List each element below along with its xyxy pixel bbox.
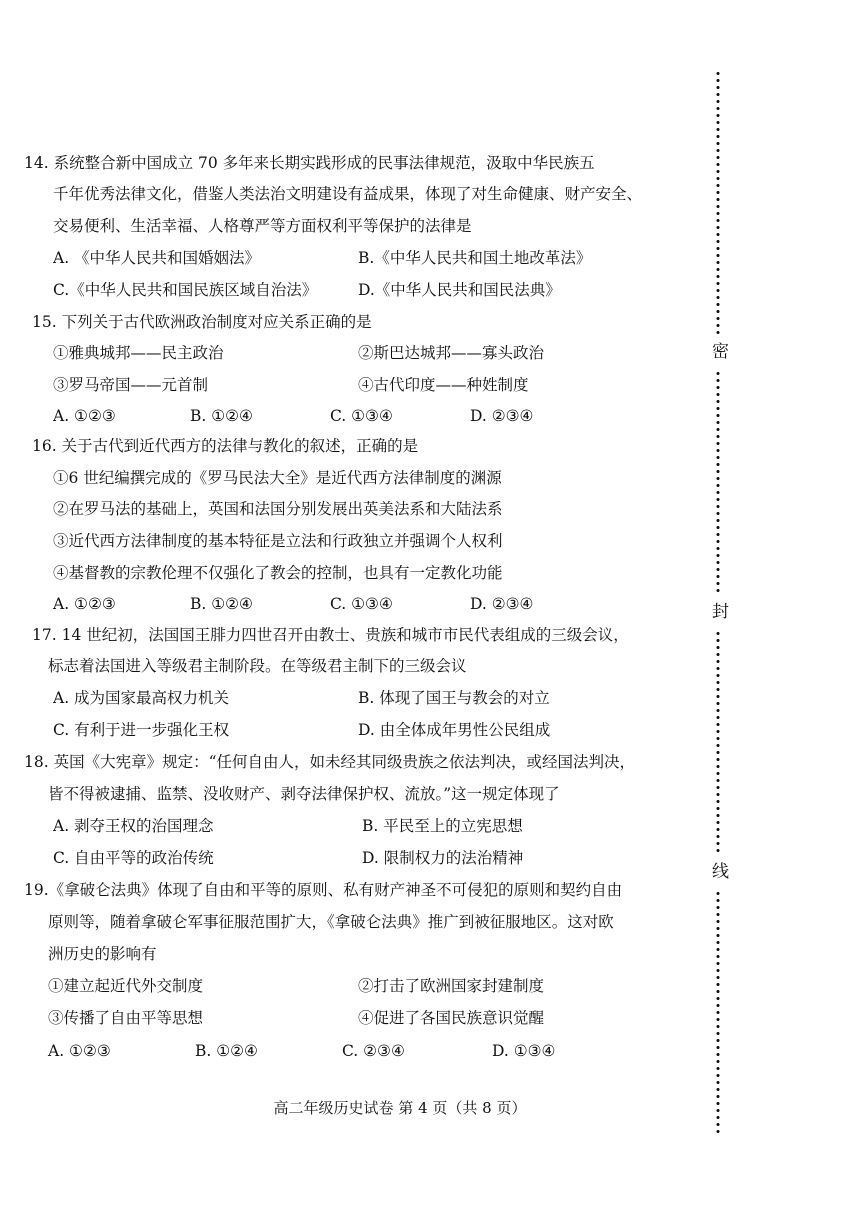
page-footer: 高二年级历史试卷 第 4 页（共 8 页）	[273, 1099, 527, 1117]
q17-stem-2: 标志着法国进入等级君主制阶段。在等级君主制下的三级会议	[48, 657, 467, 675]
q15-option-c: C. ①③④	[330, 407, 393, 425]
q17-option-b: B. 体现了国王与教会的对立	[358, 689, 550, 707]
q14-option-a: A. 《中华人民共和国婚姻法》	[53, 249, 261, 267]
q15-item-4: ④古代印度——种姓制度	[358, 376, 529, 394]
q17-line-1	[32, 625, 629, 645]
q19-stem-3: 洲历史的影响有	[48, 945, 157, 963]
q18-option-a: A. 剥夺王权的治国理念	[53, 817, 214, 835]
q17-stem-1: 14 世纪初，法国国王腓力四世召开由教士、贵族和城市市民代表组成的三级会议，	[61, 626, 629, 644]
q16-option-b: B. ①②④	[190, 595, 253, 613]
q14-stem-3: 交易便利、生活幸福、人格尊严等方面权利平等保护的法律是	[53, 217, 472, 235]
q19-item-3: ③传播了自由平等思想	[48, 1009, 204, 1027]
q18-line-1	[24, 752, 635, 772]
q14-option-b: B.《中华人民共和国土地改革法》	[358, 249, 592, 267]
q18-option-c: C. 自由平等的政治传统	[53, 849, 214, 867]
seal-char-feng: 封	[708, 602, 728, 619]
q19-line-1	[24, 880, 622, 900]
q18-option-b: B. 平民至上的立宪思想	[362, 817, 523, 835]
q17-option-c: C. 有利于进一步强化王权	[53, 721, 230, 739]
dotted-line-segment	[716, 630, 720, 855]
q19-stem-2: 原则等，随着拿破仑军事征服范围扩大，《拿破仑法典》推广到被征服地区。这对欧	[48, 913, 614, 931]
q15-item-3: ③罗马帝国——元首制	[53, 376, 209, 394]
q16-item-3: ③近代西方法律制度的基本特征是立法和行政独立并强调个人权利	[53, 532, 503, 550]
q15-item-1: ①雅典城邦——民主政治	[53, 344, 224, 362]
q19-item-4: ④促进了各国民族意识觉醒	[358, 1009, 545, 1027]
q16-option-d: D. ②③④	[470, 595, 534, 613]
q16-stem-1: 关于古代到近代西方的法律与教化的叙述，正确的是	[61, 437, 419, 455]
q15-option-b: B. ①②④	[190, 407, 253, 425]
q19-item-2: ②打击了欧洲国家封建制度	[358, 977, 545, 995]
q19-option-a: A. ①②③	[48, 1042, 111, 1060]
q19-number: 19.	[24, 881, 49, 899]
q16-item-4: ④基督教的宗教伦理不仅强化了教会的控制，也具有一定教化功能	[53, 564, 503, 582]
q14-stem-2: 千年优秀法律文化，借鉴人类法治文明建设有益成果，体现了对生命健康、财产安全、	[53, 185, 643, 203]
q14-option-c: C.《中华人民共和国民族区域自治法》	[53, 281, 318, 299]
q14-line-1	[24, 153, 595, 173]
q15-option-a: A. ①②③	[53, 407, 116, 425]
dotted-line-segment	[716, 370, 720, 595]
q17-number: 17.	[32, 626, 57, 644]
q15-number: 15.	[32, 313, 57, 331]
q18-option-d: D. 限制权力的法治精神	[362, 849, 524, 867]
q16-number: 16.	[32, 437, 57, 455]
seal-binding-line	[708, 70, 728, 1140]
dotted-line-segment	[716, 890, 720, 1135]
q15-line-1	[32, 312, 372, 332]
q18-stem-1: 英国《大宪章》规定：“任何自由人，如未经其同级贵族之依法判决，或经国法判决，	[53, 753, 636, 771]
q16-option-c: C. ①③④	[330, 595, 393, 613]
q16-item-2: ②在罗马法的基础上，英国和法国分别发展出英美法系和大陆法系	[53, 500, 503, 518]
q14-number: 14.	[24, 154, 49, 172]
q15-stem-1: 下列关于古代欧洲政治制度对应关系正确的是	[61, 313, 372, 331]
dotted-line-segment	[716, 70, 720, 335]
seal-char-mi: 密	[708, 342, 728, 359]
q19-option-c: C. ②③④	[342, 1042, 405, 1060]
q14-option-d: D.《中华人民共和国民法典》	[358, 281, 561, 299]
q17-option-a: A. 成为国家最高权力机关	[53, 689, 230, 707]
q15-item-2: ②斯巴达城邦——寡头政治	[358, 344, 545, 362]
q16-item-1: ①6 世纪编撰完成的《罗马民法大全》是近代西方法律制度的渊源	[53, 469, 502, 487]
q19-stem-1: 《拿破仑法典》体现了自由和平等的原则、私有财产神圣不可侵犯的原则和契约自由	[48, 881, 623, 899]
q16-option-a: A. ①②③	[53, 595, 116, 613]
seal-char-xian: 线	[708, 862, 728, 879]
q19-option-b: B. ①②④	[195, 1042, 258, 1060]
q19-item-1: ①建立起近代外交制度	[48, 977, 204, 995]
q19-option-d: D. ①③④	[492, 1042, 556, 1060]
q15-option-d: D. ②③④	[470, 407, 534, 425]
q18-number: 18.	[24, 753, 49, 771]
q18-stem-2: 皆不得被逮捕、监禁、没收财产、剥夺法律保护权、流放。”这一规定体现了	[48, 785, 560, 803]
q17-option-d: D. 由全体成年男性公民组成	[358, 721, 551, 739]
q14-stem-1: 系统整合新中国成立 70 多年来长期实践形成的民事法律规范，汲取中华民族五	[53, 154, 595, 172]
q16-line-1	[32, 436, 418, 456]
